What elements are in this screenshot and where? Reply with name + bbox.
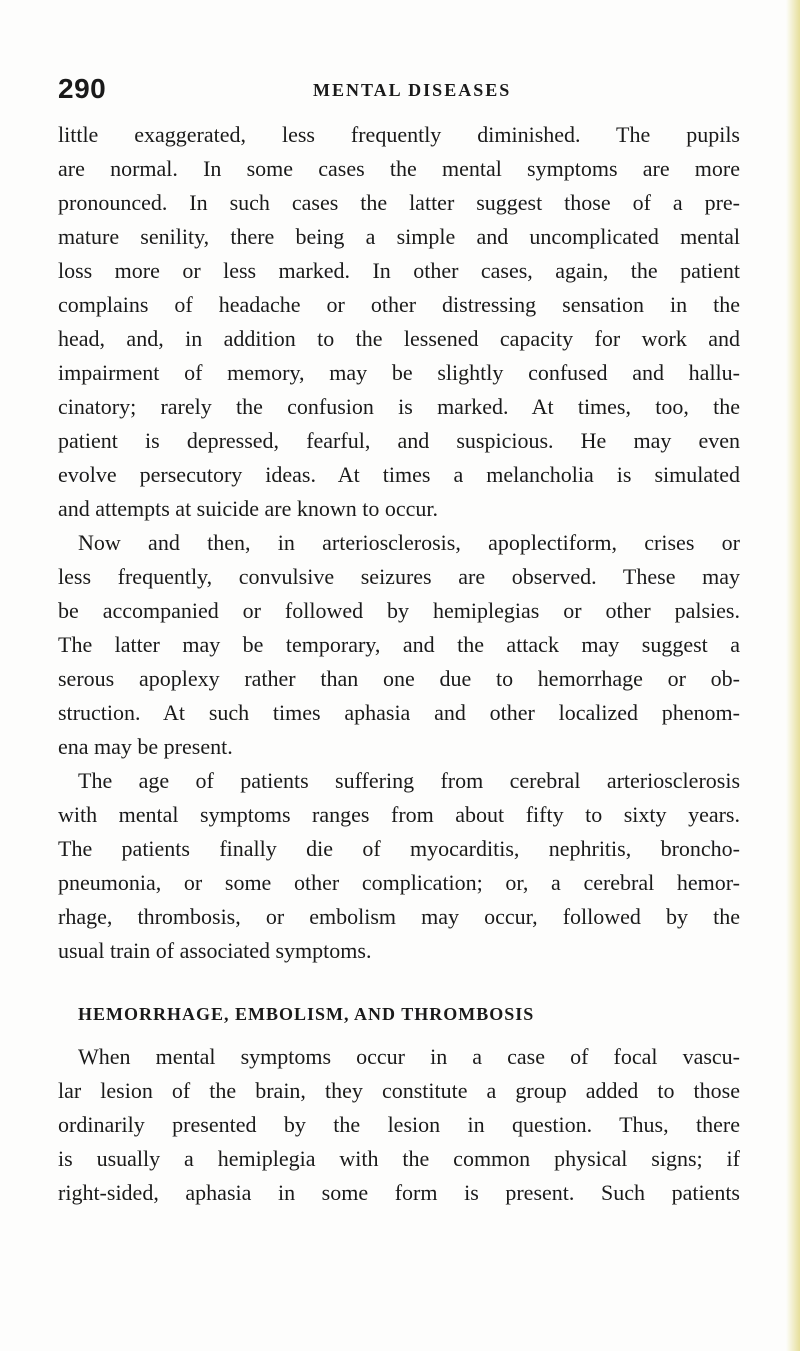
text-line: evolve persecutory ideas. At times a melancholia is simulated: [58, 462, 740, 487]
text-line: impairment of memory, may be slightly confused and hallu-: [58, 360, 740, 385]
page-edge-shading: [786, 0, 800, 1351]
text-line: is usually a hemiplegia with the common physical signs; if: [58, 1146, 740, 1171]
text-line: complains of headache or other distressing sensation in the: [58, 292, 740, 317]
text-line: patient is depressed, fearful, and suspicious. He may even: [58, 428, 740, 453]
text-line: The latter may be temporary, and the attack may suggest a: [58, 632, 740, 657]
text-line: struction. At such times aphasia and other localized phenom-: [58, 700, 740, 725]
text-line: lar lesion of the brain, they constitute a group added to those: [58, 1078, 740, 1103]
text-line: When mental symptoms occur in a case of focal vascu-: [78, 1044, 740, 1069]
text-line: usual train of associated symptoms.: [58, 938, 372, 963]
text-line: right-sided, aphasia in some form is present. Such patients: [58, 1180, 740, 1205]
text-line: head, and, in addition to the lessened capacity for work and: [58, 326, 740, 351]
text-line: The patients finally die of myocarditis, nephritis, broncho-: [58, 836, 740, 861]
text-line: pneumonia, or some other complication; or, a cerebral hemor-: [58, 870, 740, 895]
text-line: pronounced. In such cases the latter suggest those of a pre-: [58, 190, 740, 215]
text-line: cinatory; rarely the confusion is marked. At times, too, the: [58, 394, 740, 419]
running-head: [58, 74, 748, 104]
text-line: less frequently, convulsive seizures are observed. These may: [58, 564, 740, 589]
text-line: be accompanied or followed by hemiplegias or other palsies.: [58, 598, 740, 623]
text-line: ordinarily presented by the lesion in question. Thus, there: [58, 1112, 740, 1137]
text-line: loss more or less marked. In other cases, again, the patient: [58, 258, 740, 283]
text-line: with mental symptoms ranges from about fifty to sixty years.: [58, 802, 740, 827]
text-line: mature senility, there being a simple and uncomplicated mental: [58, 224, 740, 249]
section-heading: HEMORRHAGE, EMBOLISM, AND THROMBOSIS: [78, 1004, 535, 1024]
text-line: serous apoplexy rather than one due to hemorrhage or ob-: [58, 666, 740, 691]
text-line: Now and then, in arteriosclerosis, apoplectiform, crises or: [78, 530, 740, 555]
running-title: MENTAL DISEASES: [313, 80, 512, 100]
body-text: [58, 118, 740, 1210]
text-line: rhage, thrombosis, or embolism may occur, followed by the: [58, 904, 740, 929]
text-line: little exaggerated, less frequently diminished. The pupils: [58, 122, 740, 147]
text-line: and attempts at suicide are known to occur.: [58, 496, 438, 521]
page-number: 290: [58, 73, 107, 104]
text-line: ena may be present.: [58, 734, 233, 759]
text-line: The age of patients suffering from cerebral arteriosclerosis: [78, 768, 740, 793]
text-line: are normal. In some cases the mental symptoms are more: [58, 156, 740, 181]
